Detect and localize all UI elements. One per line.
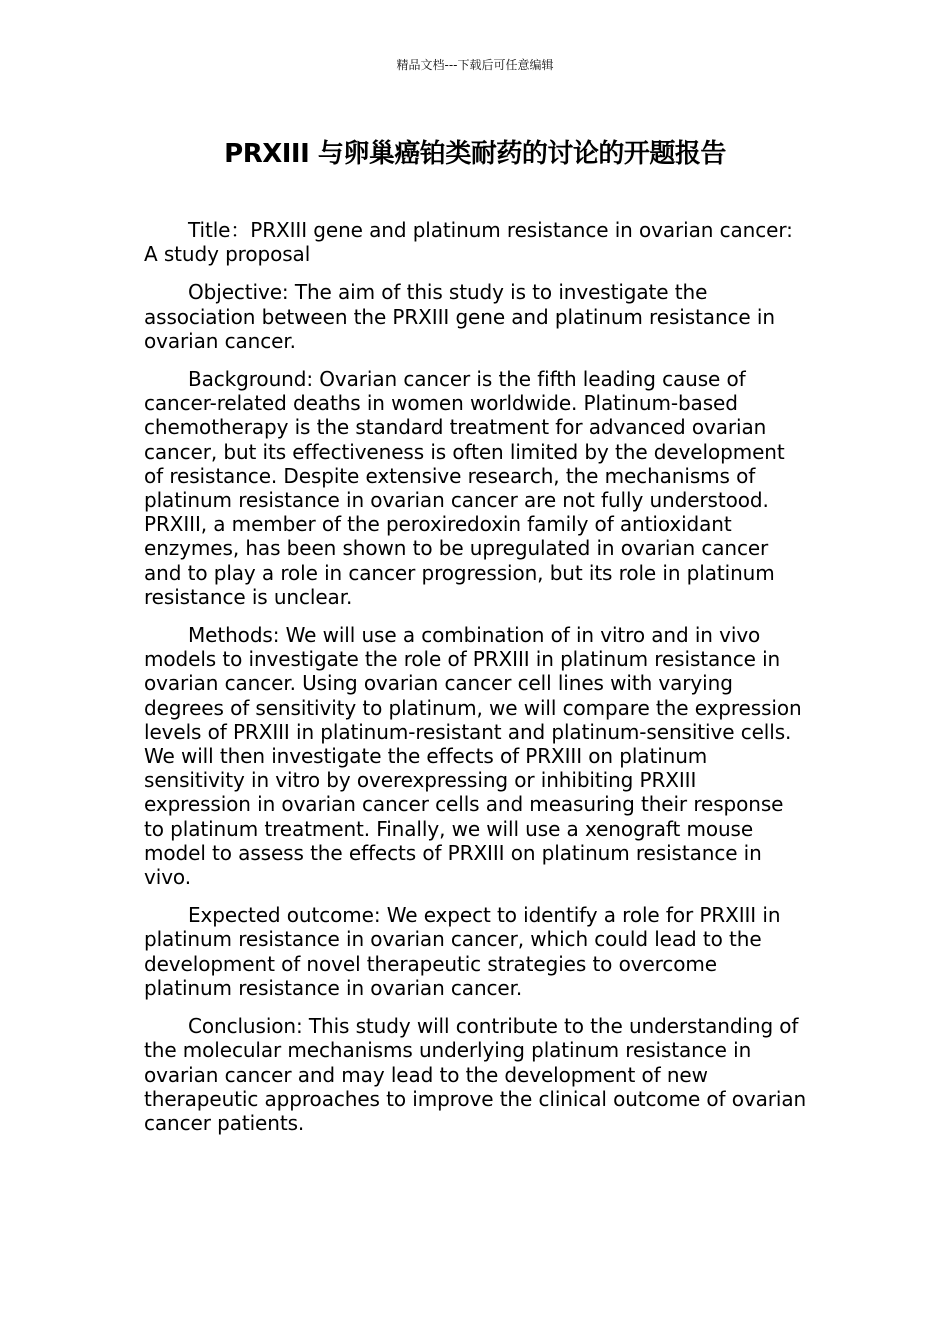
paragraph-objective: Objective: The aim of this study is to investigate the association between the PRXIII gene and platinum resistance in ovarian cancer. [144, 280, 775, 353]
paragraph-title: Title：PRXIII gene and platinum resistance in ovarian cancer: A study proposal [144, 218, 793, 267]
paragraph-conclusion: Conclusion: This study will contribute to the understanding of the molecular mechanisms underlying platinum resistance in ovarian cancer and may lead to the development of new therapeutic approaches to improve the clinical outcome of ovarian cancer patients. [144, 1014, 807, 1135]
paragraph-expected-outcome: Expected outcome: We expect to identify a role for PRXIII in platinum resistance in ovarian cancer, which could lead to the development of novel therapeutic strategies to overcome platinum resistance in ovarian cancer. [144, 903, 781, 1000]
paragraph-background: Background: Ovarian cancer is the fifth leading cause of cancer-related deaths in women worldwide. Platinum-based chemotherapy is the standard treatment for advanced ovarian cancer, but its effectiveness is often limited by the development of resistance. Despite extensive research, the mechanisms of platinum resistance in ovarian cancer are not fully understood. PRXIII, a member of the peroxiredoxin family of antioxidant enzymes, has been shown to be upregulated in ovarian cancer and to play a role in cancer progression, but its role in platinum resistance is unclear. [144, 367, 785, 609]
page-header-note: 精品文档---下载后可任意编辑 [396, 58, 554, 72]
paragraph-methods: Methods: We will use a combination of in vitro and in vivo models to investigate the role of PRXIII in platinum resistance in ovarian cancer. Using ovarian cancer cell lines with varying degrees of sensitivity to platinum, we will compare the expression levels of PRXIII in platinum-resistant and platinum-sensitive cells. We will then investigate the effects of PRXIII on platinum sensitivity in vitro by overexpressing or inhibiting PRXIII expression in ovarian cancer cells and measuring their response to platinum treatment. Finally, we will use a xenograft mouse model to assess the effects of PRXIII on platinum resistance in vivo. [144, 623, 802, 890]
document-title: PRXIII 与卵巢癌铂类耐药的讨论的开题报告 [224, 139, 726, 169]
document-body [144, 218, 809, 1149]
